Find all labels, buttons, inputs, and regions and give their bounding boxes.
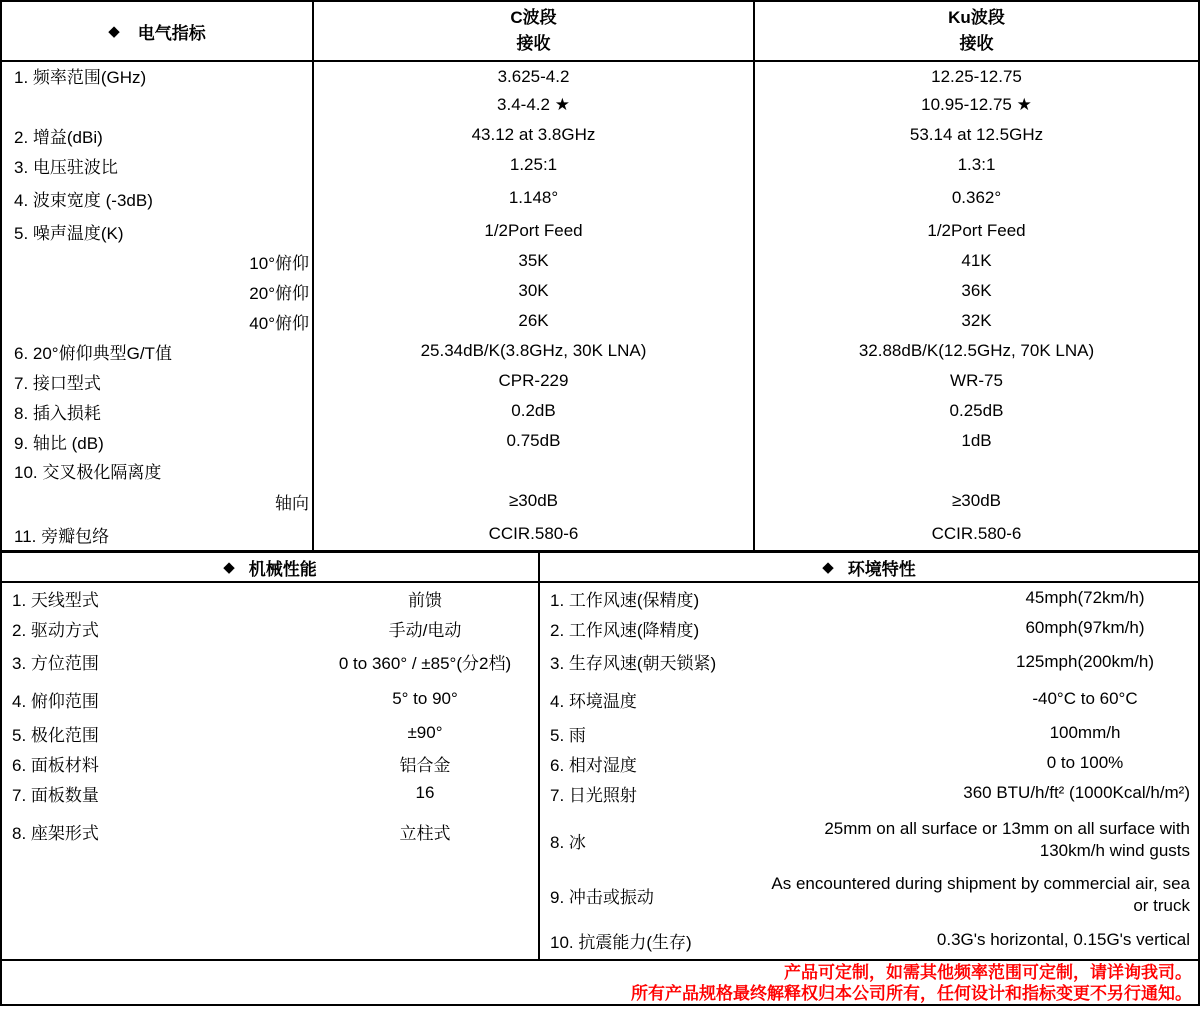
row-value: 360 BTU/h/ft² (1000Kcal/h/m²) [963,783,1190,802]
row-value: 0.3G's horizontal, 0.15G's vertical [936,930,1190,949]
c-band-value-cell: 1.25:1 [314,150,755,180]
row-label: 11. 旁瓣包络 [2,518,314,550]
row-value: 25mm on all surface or 13mm on all surface with 130km/h wind gusts [824,819,1190,860]
c-band-value-cell: 30K [314,276,755,306]
c-band-value-cell: 0.75dB [314,426,755,456]
row-label: 5. 雨 [550,725,586,745]
note-line: 所有产品规格最终解释权归本公司所有，任何设计和指标变更不另行通知。 [631,983,1192,1003]
diamond-icon: ◆ [822,558,834,576]
row-label: 7. 面板数量 [12,785,99,805]
ku-band-value-cell: 36K [961,281,992,300]
row-label: 5. 极化范围 [12,725,99,745]
c-band-value-cell: CPR-229 [314,366,755,396]
row-value: 100mm/h [1049,723,1121,742]
mech-row [2,583,538,613]
row-label: 4. 俯仰范围 [12,691,99,711]
ku-band-value-cell: CCIR.580-6 [931,524,1022,543]
row-value: 0 to 360° / ±85°(分2档) [338,654,512,673]
mech-row [2,816,538,846]
bottom-columns [2,553,1198,959]
env-row [540,778,1198,808]
mechanical-title: 机械性能 [248,559,317,579]
spec-row [2,180,1198,216]
ku-band-value-cell: 1dB [961,431,992,450]
spec-row [2,246,1198,276]
row-label: 1. 工作风速(保精度) [550,590,700,610]
row-value: 16 [415,783,435,802]
c-band-value-cell: 1.148° [314,180,755,216]
c-band-value-cell: 25.34dB/K(3.8GHz, 30K LNA) [314,336,755,366]
spec-row [2,484,1198,518]
c-band-value-cell [314,456,755,484]
row-value: 60mph(97km/h) [1025,618,1145,637]
spec-row [2,276,1198,306]
c-band-header-line: 接收 [516,34,551,53]
row-label: 10. 抗震能力(生存) [550,932,692,952]
spec-row [2,150,1198,180]
row-label: 3. 生存风速(朝天锁紧) [550,654,717,673]
note-line: 产品可定制，如需其他频率范围可定制，请详询我司。 [784,962,1192,982]
ku-band-header-line: Ku波段 [948,8,1005,27]
row-value: -40°C to 60°C [1032,689,1138,708]
row-label: 3. 方位范围 [12,654,99,673]
row-label: 1. 频率范围(GHz) [2,62,314,120]
row-value: ±90° [407,723,443,742]
env-row [540,718,1198,748]
env-row [540,818,1198,862]
env-row [540,680,1198,718]
row-label: 5. 噪声温度(K) [2,216,314,246]
row-label: 6. 20°俯仰典型G/T值 [2,336,314,366]
spec-row [2,426,1198,456]
ku-band-value-cell: 53.14 at 12.5GHz [909,125,1044,144]
spec-row [2,396,1198,426]
row-label: 3. 电压驻波比 [2,150,314,180]
electrical-title: 电气指标 [137,23,206,43]
electrical-header-row [2,2,1198,62]
environmental-table [540,553,1198,959]
ku-band-value-cell: ≥30dB [951,491,1002,510]
env-row [540,643,1198,680]
value-line: 10.95-12.75 ★ [921,95,1032,114]
env-row [540,873,1198,917]
c-band-value-cell [314,62,755,120]
c-band-column-header [314,2,755,60]
row-value: 125mph(200km/h) [1016,651,1154,671]
row-value: 前馈 [408,590,442,610]
c-band-value-cell: 0.2dB [314,396,755,426]
value-line: 3.4-4.2 ★ [497,95,570,114]
mech-row [2,748,538,778]
row-value: 铝合金 [399,755,451,775]
row-label: 9. 轴比 (dB) [2,426,314,456]
mech-row [2,778,538,808]
diamond-icon: ◆ [223,558,235,576]
row-label: 10°俯仰 [2,246,314,276]
ku-band-value-cell: 1/2Port Feed [927,221,1026,240]
row-label: 8. 冰 [550,832,586,852]
ku-band-value-cell: 41K [961,251,992,270]
env-row [540,613,1198,643]
spec-row [2,336,1198,366]
env-row [540,583,1198,613]
c-band-value-cell: 43.12 at 3.8GHz [314,120,755,150]
row-label: 2. 驱动方式 [12,620,99,640]
environmental-body [540,583,1198,959]
row-label: 8. 座架形式 [12,823,99,843]
mechanical-header [2,553,538,583]
diamond-icon: ◆ [108,22,120,40]
c-band-value-cell: 26K [314,306,755,336]
ku-band-header-line: 接收 [959,34,994,53]
row-label: 10. 交叉极化隔离度 [2,456,314,484]
spec-row [2,62,1198,120]
ku-band-value-cell: 32.88dB/K(12.5GHz, 70K LNA) [858,341,1095,360]
ku-band-value-cell: 32K [961,311,992,330]
spec-row [2,518,1198,550]
row-label: 2. 增益(dBi) [2,120,314,150]
c-band-value-cell: CCIR.580-6 [314,518,755,550]
ku-band-column-header [755,2,1198,60]
spec-row [2,120,1198,150]
electrical-title-cell [2,2,314,60]
row-value: 手动/电动 [388,620,462,640]
row-value: 立柱式 [399,823,451,843]
c-band-value-cell: ≥30dB [314,484,755,518]
row-label: 4. 波束宽度 (-3dB) [2,180,314,216]
row-label: 6. 相对湿度 [550,755,637,775]
row-value: 45mph(72km/h) [1025,588,1145,607]
env-row [540,925,1198,955]
notes-row [2,959,1198,1004]
bottom-section [0,553,1200,1006]
c-band-header-line: C波段 [510,8,557,27]
value-line: 12.25-12.75 [931,67,1022,86]
mech-row [2,643,538,680]
ku-band-value-cell [755,62,1198,120]
row-label: 20°俯仰 [2,276,314,306]
row-label: 9. 冲击或振动 [550,887,654,907]
ku-band-value-cell: 0.25dB [949,401,1004,420]
mech-row [2,613,538,643]
environmental-title: 环境特性 [847,559,916,579]
spec-row [2,366,1198,396]
row-label: 7. 日光照射 [550,785,637,805]
mech-row [2,718,538,748]
ku-band-value-cell [755,456,1198,484]
row-value: As encountered during shipment by commercial air, sea or truck [771,874,1190,915]
row-label: 1. 天线型式 [12,590,99,610]
c-band-value-cell: 35K [314,246,755,276]
c-band-value-cell: 1/2Port Feed [314,216,755,246]
row-label: 7. 接口型式 [2,366,314,396]
ku-band-value-cell: 0.362° [951,188,1002,207]
row-value: 5° to 90° [392,689,458,708]
mechanical-body [2,583,538,959]
row-label: 40°俯仰 [2,306,314,336]
row-value: 0 to 100% [1046,753,1124,772]
mech-row [2,680,538,718]
row-label: 8. 插入损耗 [2,396,314,426]
row-label: 4. 环境温度 [550,691,637,711]
spec-row [2,306,1198,336]
mechanical-table [2,553,540,959]
spec-row [2,456,1198,484]
row-label: 6. 面板材料 [12,755,99,775]
row-label: 2. 工作风速(降精度) [550,620,700,640]
value-line: 3.625-4.2 [497,67,570,86]
environmental-header [540,553,1198,583]
ku-band-value-cell: 1.3:1 [957,155,996,174]
ku-band-value-cell: WR-75 [950,371,1003,390]
spec-row [2,216,1198,246]
electrical-body [2,62,1198,550]
row-label: 轴向 [2,484,314,518]
env-row [540,748,1198,778]
